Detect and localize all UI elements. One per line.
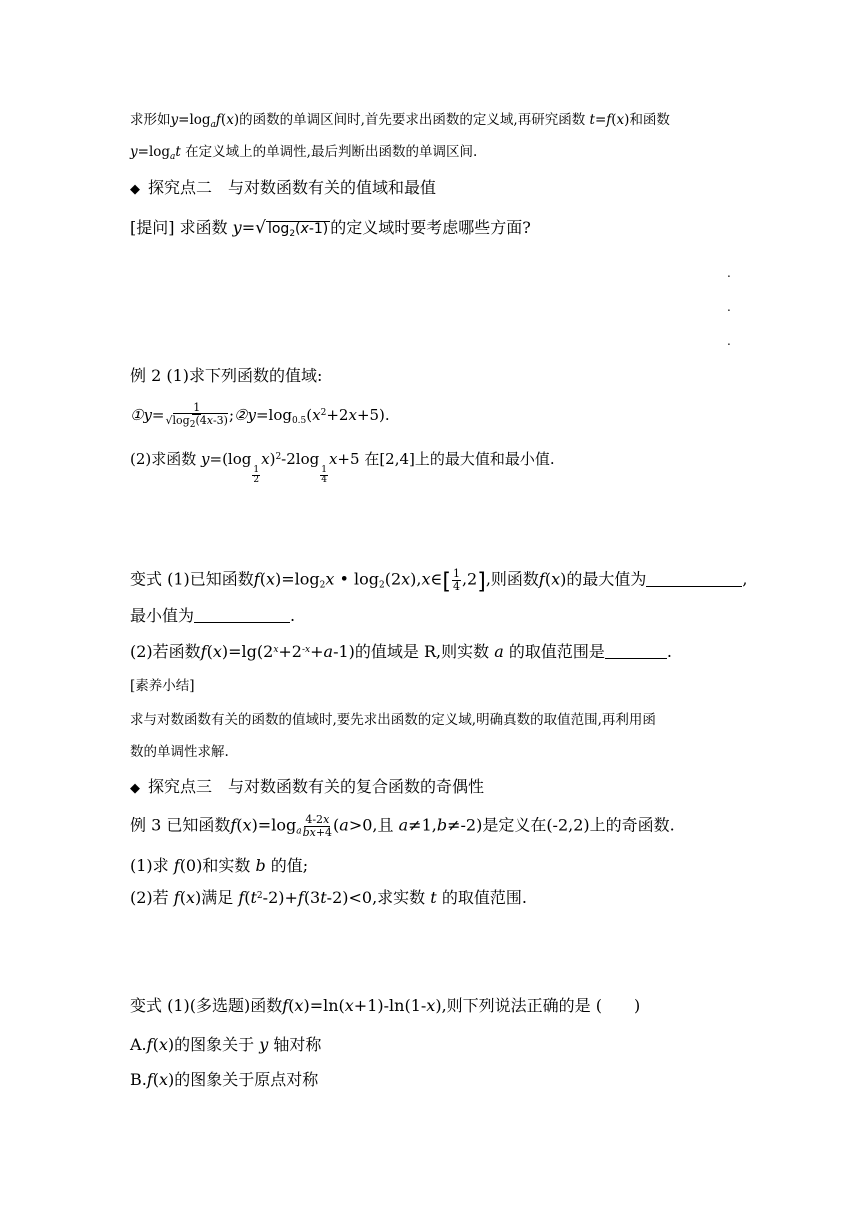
variant-suffix: 的最大值为 [566,569,647,589]
example3-suffix: 是定义在(-2,2)上的奇函数. [482,815,675,835]
section-label: 探究点三 与对数函数有关的复合函数的奇偶性 [148,777,485,796]
intro-text: 求形如 [130,112,171,128]
part2-prefix: (2)求函数 [130,450,197,468]
variant2-prefix: 变式 (1)(多选题)函数 [130,996,283,1015]
intro-text: 的函数的单调区间时,首先要求出函数的定义域,再研究函数 [239,112,586,128]
min-label: 最小值为 [130,606,195,625]
answer-blank[interactable] [646,572,742,587]
diamond-icon: ◆ [130,781,140,796]
answer-blank[interactable] [194,608,290,623]
part2-end: 的取值范围. [441,888,527,907]
question-line: [提问] 求函数 y=√ $\log_2(x-1)$ 的定义域时要考虑哪些方面? [130,218,531,239]
part1-text: 的值; [270,856,309,875]
option-a[interactable]: A.f(x)的图象关于 y 轴对称 [130,1035,322,1054]
variant1-line1: 变式 (1)已知函数$f(x)=\log_2x$ • $\log_2(2x),x\in$[ $\frac{1}{4}$ ,2],则函数f(x)的最大值为 , [130,567,748,595]
option-a-text: 的图象关于 [174,1035,255,1054]
part2-suffix: ,求实数 [372,888,426,907]
dot-2: . [727,300,731,314]
example2-title: 例 2 (1)求下列函数的值域: [130,366,323,385]
section-heading-3 [130,779,484,795]
variant-suffix: 的值域是 R,则实数 [354,642,490,661]
part2-suffix: 在[2,4]上的最大值和最小值. [364,450,555,468]
variant-mid: ,则函数 [485,569,539,589]
dot-1: . [727,266,731,280]
variant2-line1: 变式 (1)(多选题)函数f(x)=ln(x+1)-ln(1-x),则下列说法正确的是 ( ) [130,996,641,1015]
intro-line-2: $y=\log_at$ 在定义域上的单调性,最后判断出函数的单调区间. [130,144,478,162]
example3-line: 例 3 已知函数$f(x)=\log_a$ $\frac{4-2x}{bx+4}$ (a>0,且 a≠1,b≠-2)是定义在(-2,2)上的奇函数. [130,813,675,839]
intro-line-1: 求形如$y=\log_af(x)$的函数的单调区间时,首先要求出函数的定义域,再研究函数 t=f(x)和函数 [130,112,670,130]
example3-prefix: 例 3 已知函数 [130,815,231,835]
question-prefix: [提问] 求函数 [130,218,228,237]
dot-3: . [727,334,731,348]
example2-part2: (2)求函数 y=(log $\frac{1}{2}$ x)$^2$-2log $\frac{1}{4}$ x+5 在[2,4]上的最大值和最小值. [130,450,555,486]
option-a-end: 轴对称 [273,1035,322,1054]
variant2-suffix: ,则下列说法正确的是 ( ) [441,996,641,1015]
example2-part1: ①y= $\frac{1}{√\log_2(4x-3)}$ $;②y=\log_{0.5}(x^2+2x+5)$. [130,401,390,430]
option-b-text: 的图象关于原点对称 [174,1070,319,1089]
example3-part2: (2)若 f(x)满足 $f(t^2-2)+f(3t-2)<0$,求实数 t 的取值范围. [130,888,527,907]
variant1-line3: (2)若函数$f(x)=\lg(2^x+2^{-x}+a-1)$的值域是 R,则实数 a 的取值范围是 . [130,642,672,661]
sqrt-icon: √ [255,218,266,238]
fraction: $\frac{1}{√\log_2(4x-3)}$ [165,401,228,430]
variant1-line2: 最小值为 . [130,606,296,625]
diamond-icon: ◆ [130,182,140,197]
variant-prefix: (2)若函数 [130,642,201,661]
question-suffix: 的定义域时要考虑哪些方面? [330,218,531,237]
summary-line-1: 求与对数函数有关的函数的值域时,要先求出函数的定义域,明确真数的取值范围,再利用函 [130,712,656,728]
intro-text: 在定义域上的单调性,最后判断出函数的单调区间. [185,144,478,160]
answer-blank[interactable] [605,644,667,659]
example3-part1: (1)求 f(0)和实数 b 的值; [130,856,309,875]
intro-text: 和函数 [629,112,670,128]
summary-label: [素养小结] [130,678,195,694]
section-label: 探究点二 与对数函数有关的值域和最值 [148,178,437,197]
variant-prefix: 变式 (1)已知函数 [130,569,254,589]
variant-end: 的取值范围是 [508,642,605,661]
section-heading-2 [130,180,436,196]
option-b[interactable]: B.f(x)的图象关于原点对称 [130,1070,319,1089]
summary-line-2: 数的单调性求解. [130,744,229,760]
radicand: $\log_2(x-1)$ [267,221,329,239]
